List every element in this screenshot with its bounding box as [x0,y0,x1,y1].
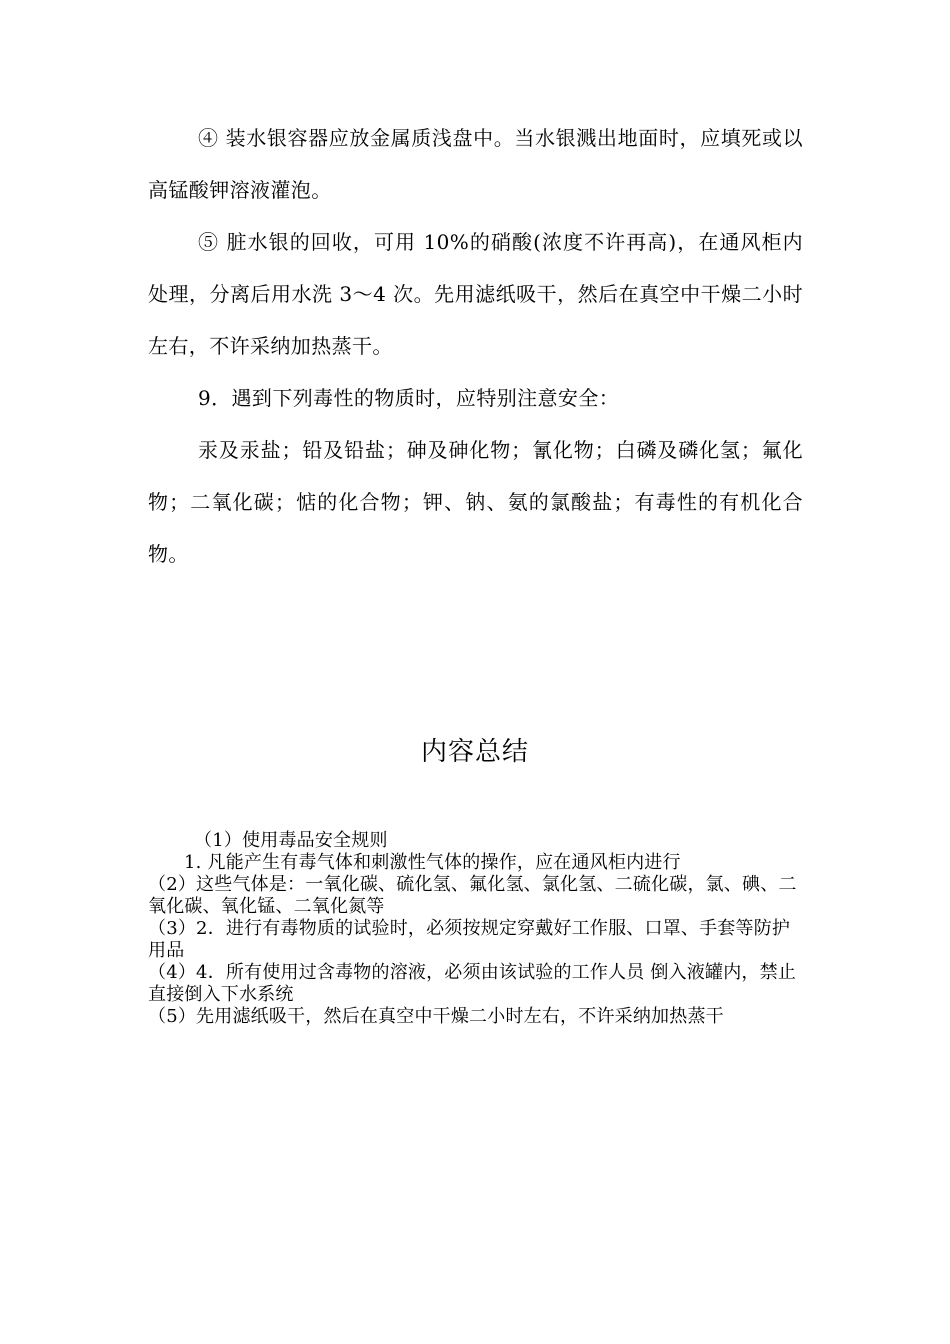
body-section [148,112,803,580]
summary-item: （1）使用毒品安全规则 [194,830,388,851]
paragraph-dirty-mercury: ⑤ 脏水银的回收，可用 10%的硝酸(浓度不许再高)，在通风柜内处理，分离后用水洗 3～4 次。先用滤纸吸干，然后在真空中干燥二小时左右，不许采纳加热蒸干。 [148,230,803,358]
summary-item: （4）4．所有使用过含毒物的溶液，必须由该试验的工作人员 倒入液罐内，禁止直接倒入下水系统 [148,962,797,1005]
summary-title: 内容总结 [420,737,529,767]
summary-item: （2）这些气体是：一氧化碳、硫化氢、氟化氢、氯化氢、二硫化碳，氯、碘、二氧化碳、氧化锰、二氧化氮等 [148,874,797,917]
summary-item: 1. 凡能产生有毒气体和刺激性气体的操作，应在通风柜内进行 [184,852,681,873]
summary-section [148,830,808,1028]
summary-item: （5）先用滤纸吸干，然后在真空中干燥二小时左右，不许采纳加热蒸干 [148,1006,724,1027]
paragraph-mercury-container: ④ 装水银容器应放金属质浅盘中。当水银溅出地面时，应填死或以高锰酸钾溶液灌泡。 [148,126,803,202]
paragraph-toxic-substances-heading: 9．遇到下列毒性的物质时，应特别注意安全： [198,386,620,410]
paragraph-toxic-substances-list: 汞及汞盐；铅及铅盐；砷及砷化物；氰化物；白磷及磷化氢；氟化物；二氧化碳；惦的化合物；钾、钠、氨的氯酸盐；有毒性的有机化合物。 [148,438,803,566]
summary-item: （3）2．进行有毒物质的试验时，必须按规定穿戴好工作服、口罩、手套等防护用品 [148,918,791,961]
